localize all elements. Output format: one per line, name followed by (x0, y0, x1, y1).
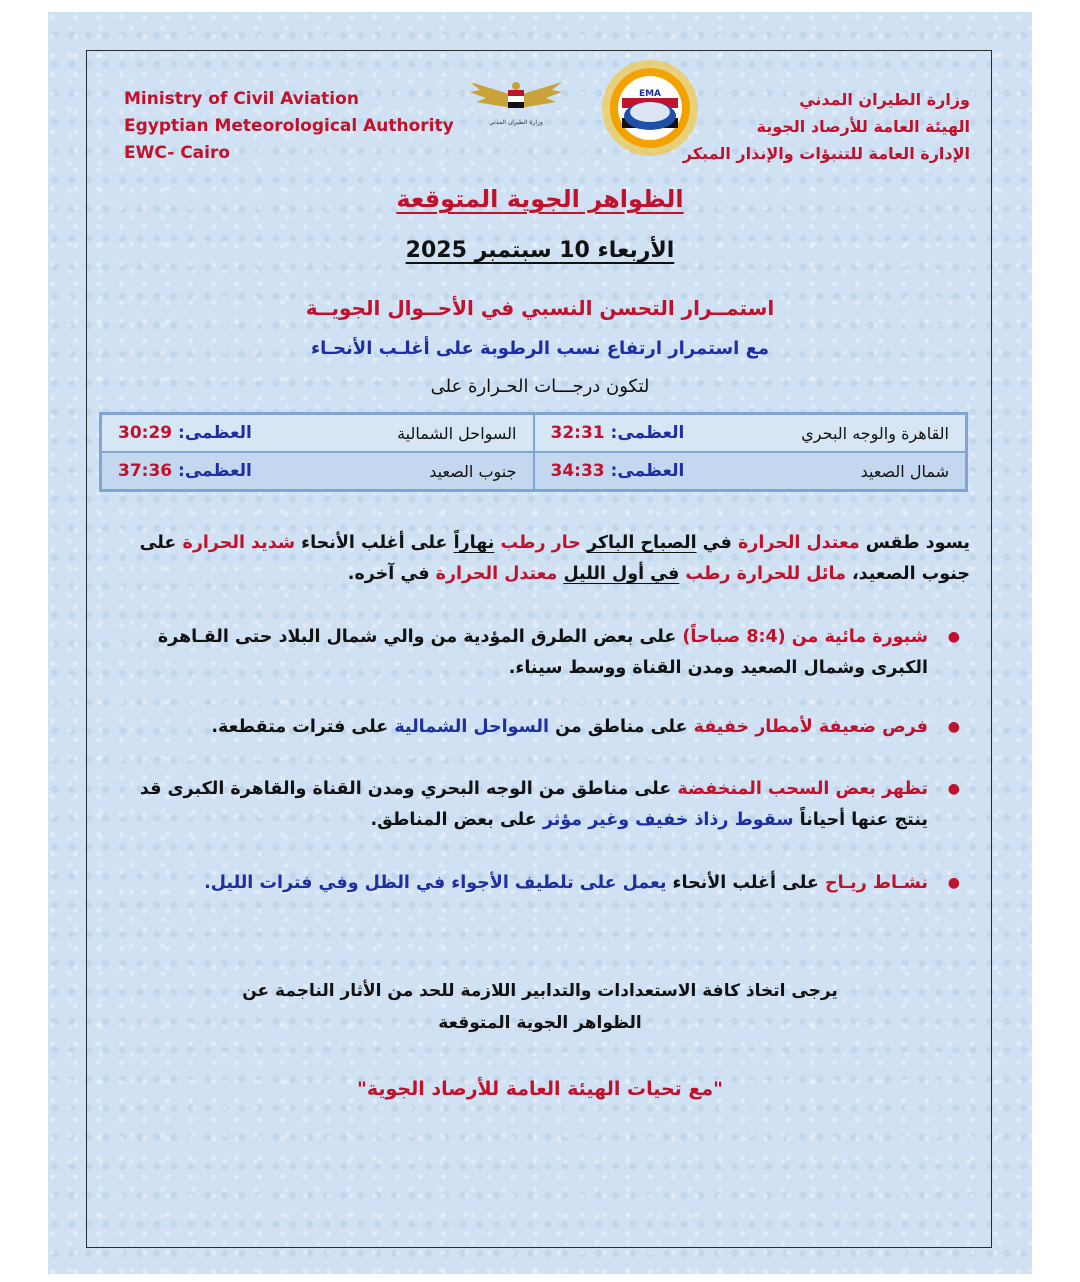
header-en-line-3: EWC- Cairo (124, 143, 231, 163)
temperature-table (99, 412, 968, 492)
bullet-icon: ● (947, 781, 960, 797)
greeting: "مع تحيات الهيئة العامة للأرصاد الجوية" (356, 1078, 724, 1100)
bullet-winds: ● نشـاط ريـاح على أغلب الأنحاء يعمل على تلطيف الأجواء في الظل وفي فترات الليل. (110, 868, 960, 899)
bullet-fog: ● شبورة مائية من (8:4 صباحاً) على بعض الطرق المؤدية من والي شمال البلاد حتى القـاهرة الكبرى وشمال الصعيد ومدن القناة ووسط سيناء. (110, 622, 960, 684)
subtitle-humidity: مع استمرار ارتفاع نسب الرطوبة على أغلـب الأنحـاء (310, 338, 770, 359)
closing-line-1: يرجى اتخاذ كافة الاستعدادات والتدابير اللازمة للحد من الأثار الناجمة عن (242, 981, 838, 1001)
header-ar-line-1: وزارة الطيران المدني (799, 90, 970, 109)
civil-aviation-wings-logo (466, 76, 566, 136)
max-temp: العظمى: 32:31 (550, 423, 685, 443)
header-ar-line-3: الإدارة العامة للتنبؤات والإنذار المبكر (682, 144, 970, 163)
temp-cell (534, 452, 967, 490)
arabic-header (683, 86, 970, 167)
region-name: شمال الصعيد (860, 461, 949, 481)
bullet-clouds: ● تظهر بعض السحب المنخفضة على مناطق من الوجه البحري ومدن القناة والقاهرة الكبرى قد ينتج عنها أحياناً سقوط رذاذ خفيف وغير مؤثر على بعض المناطق. (110, 774, 960, 836)
subtitle-temperatures: لتكون درجـــات الحـرارة على (430, 376, 650, 397)
max-temp: العظمى: 34:33 (550, 461, 685, 481)
closing-advice (200, 975, 880, 1039)
region-name: السواحل الشمالية (397, 423, 517, 443)
header-en-line-1: Ministry of Civil Aviation (124, 89, 359, 109)
subtitle-improvement: استمــرار التحسن النسبي في الأحــوال الجويــة (305, 296, 775, 320)
closing-line-2: الظواهر الجوية المتوقعة (438, 1013, 642, 1033)
bullet-icon: ● (947, 719, 960, 735)
general-forecast-paragraph: يسود طقس معتدل الحرارة في الصباح الباكر حار رطب نهاراً على أغلب الأنحاء شديد الحرارة على جنوب الصعيد، مائل للحرارة رطب في أول الليل معتدل الحرارة في آخره. (139, 533, 970, 584)
header-ar-line-2: الهيئة العامة للأرصاد الجوية (756, 117, 970, 136)
english-header (124, 86, 454, 167)
bullet-icon: ● (947, 875, 960, 891)
page-title: الظواهر الجوية المتوقعة (396, 185, 684, 213)
forecast-date: الأربعاء 10 سبتمبر 2025 (405, 238, 675, 263)
bullet-icon: ● (947, 629, 960, 645)
temp-cell (101, 452, 534, 490)
temp-cell (534, 414, 967, 452)
region-name: القاهرة والوجه البحري (801, 423, 949, 443)
wings-caption: وزارة الطيران المدني (489, 119, 543, 126)
max-temp: العظمى: 37:36 (118, 461, 252, 481)
max-temp: العظمى: 30:29 (118, 423, 252, 443)
temp-cell (101, 414, 534, 452)
region-name: جنوب الصعيد (429, 461, 517, 481)
ema-logo-text: EMA (638, 89, 662, 99)
header-en-line-2: Egyptian Meteorological Authority (124, 116, 454, 136)
bullet-rain: ● فرص ضعيفة لأمطار خفيفة على مناطق من السواحل الشمالية على فترات متقطعة. (110, 712, 960, 743)
